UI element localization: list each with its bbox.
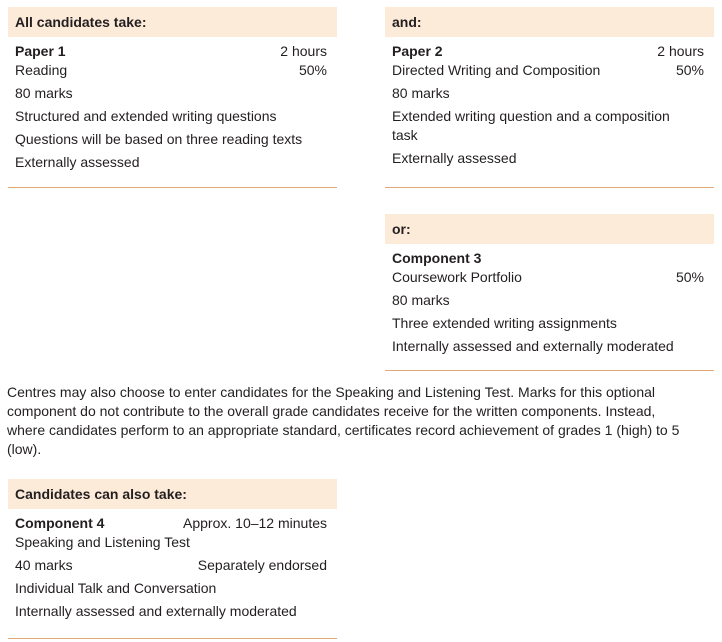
paper2-line1: Extended writing question and a composition task	[392, 108, 670, 143]
paper2-title: Paper 2	[392, 43, 443, 59]
component4-endorsement: Separately endorsed	[197, 557, 327, 573]
paper1-line2: Questions will be based on three reading texts	[15, 131, 303, 147]
paper2-header: and:	[385, 7, 714, 37]
component3-line2: Internally assessed and externally moderated	[392, 338, 674, 354]
component3-card	[385, 214, 714, 371]
component3-header: or:	[385, 214, 714, 244]
paper1-marks: 80 marks	[15, 85, 73, 101]
note-text: Centres may also choose to enter candidates for the Speaking and Listening Test. Marks for this optional component do not contribute to the overall grade candidates receive for the written components. Instead, where candidates perform to an appropriate standard, certificates record achievement of grades 1 (high) to 5 (low).	[7, 384, 680, 457]
component3-title: Component 3	[392, 250, 482, 266]
speaking-listening-note	[7, 383, 697, 459]
paper1-card	[8, 7, 337, 188]
paper1-line1: Structured and extended writing questions	[15, 108, 277, 124]
paper1-title: Paper 1	[15, 43, 66, 59]
component4-marks: 40 marks	[15, 557, 73, 573]
paper2-weight: 50%	[675, 62, 704, 78]
component3-weight: 50%	[675, 269, 704, 285]
component3-marks: 80 marks	[392, 292, 450, 308]
component4-subtitle: Speaking and Listening Test	[15, 534, 190, 550]
paper2-line2: Externally assessed	[392, 150, 517, 166]
component4-line2: Internally assessed and externally moderated	[15, 603, 297, 619]
component4-line1: Individual Talk and Conversation	[15, 580, 217, 596]
paper2-duration: 2 hours	[657, 43, 704, 59]
component3-subtitle: Coursework Portfolio	[392, 269, 522, 285]
paper2-card	[385, 7, 714, 188]
component4-title: Component 4	[15, 515, 105, 531]
component3-line1: Three extended writing assignments	[392, 315, 617, 331]
component4-duration: Approx. 10–12 minutes	[183, 515, 327, 531]
paper1-header: All candidates take:	[8, 7, 337, 37]
component4-header: Candidates can also take:	[8, 479, 337, 509]
paper1-weight: 50%	[298, 62, 327, 78]
paper1-duration: 2 hours	[280, 43, 327, 59]
paper2-marks: 80 marks	[392, 85, 450, 101]
paper1-line3: Externally assessed	[15, 154, 140, 170]
paper2-subtitle: Directed Writing and Composition	[392, 62, 601, 78]
paper1-subtitle: Reading	[15, 62, 68, 78]
component4-card	[8, 479, 337, 639]
